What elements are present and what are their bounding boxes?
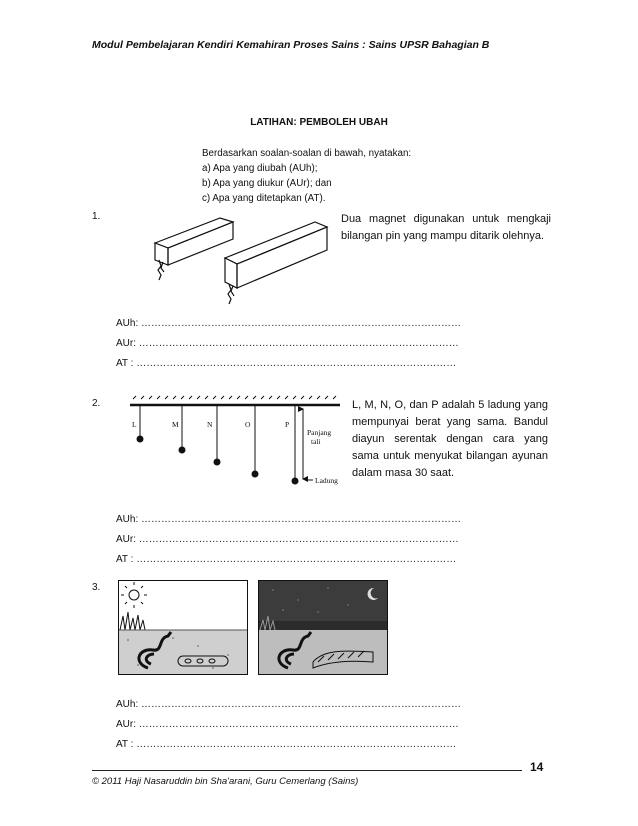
pendulum-bob (214, 459, 221, 466)
copyright-notice: © 2011 Haji Nasaruddin bin Sha'arani, Guru Cemerlang (Sains) (92, 776, 359, 787)
length-label-1: Panjang (307, 428, 332, 437)
question-2-number: 2. (92, 398, 101, 409)
pendulum-figure (125, 395, 345, 495)
question-2-answers (116, 510, 461, 570)
instruction-line: Berdasarkan soalan-soalan di bawah, nyatakan: (202, 148, 412, 159)
instructions (202, 146, 411, 206)
answer-line-at[interactable]: AT : …………………………………………………………………………………… (116, 739, 457, 750)
question-1-answers (116, 314, 461, 374)
pendulum-label-o: O (245, 420, 251, 429)
pendulum-label-n: N (207, 420, 213, 429)
instruction-line: c) Apa yang ditetapkan (AT). (202, 193, 326, 204)
answer-line-auh[interactable]: AUh: …………………………………………………………………………………… (116, 699, 462, 710)
question-2-text: L, M, N, O, dan P adalah 5 ladung yang mempunyai berat yang sama. Bandul diayun serentak dengan cara yang sama untuk menyukat bilangan ayunan dalam masa 30 saat. (352, 399, 548, 479)
page-title: LATIHAN: PEMBOLEH UBAH (250, 117, 388, 128)
pendulum-label-p: P (285, 420, 290, 429)
bob-label: Ladung (315, 476, 338, 485)
answer-line-aur[interactable]: AUr: …………………………………………………………………………………… (116, 719, 459, 730)
pendulum-bob (252, 471, 259, 478)
answer-line-aur[interactable]: AUr: …………………………………………………………………………………… (116, 338, 459, 349)
page-number: 14 (530, 760, 544, 774)
pendulum-label-l: L (132, 420, 137, 429)
length-label-2: tali (311, 437, 321, 446)
day-scene-figure (118, 580, 248, 675)
question-3-number: 3. (92, 582, 101, 593)
pendulum-bob (179, 447, 186, 454)
answer-line-at[interactable]: AT : …………………………………………………………………………………… (116, 554, 457, 565)
pendulum-label-m: M (172, 420, 179, 429)
question-1-text: Dua magnet digunakan untuk mengkaji bilangan pin yang mampu ditarik olehnya. (341, 213, 551, 242)
answer-line-at[interactable]: AT : …………………………………………………………………………………… (116, 358, 457, 369)
instruction-line: b) Apa yang diukur (AUr); dan (202, 178, 332, 189)
pendulum-bob (137, 436, 144, 443)
footer-rule (92, 770, 522, 771)
magnets-figure (145, 210, 330, 310)
page-header: Modul Pembelajaran Kendiri Kemahiran Proses Sains : Sains UPSR Bahagian B (92, 39, 490, 51)
answer-line-aur[interactable]: AUr: …………………………………………………………………………………… (116, 534, 459, 545)
night-scene-figure (258, 580, 388, 675)
answer-line-auh[interactable]: AUh: …………………………………………………………………………………… (116, 318, 462, 329)
pendulum-bob (292, 478, 299, 485)
instruction-line: a) Apa yang diubah (AUh); (202, 163, 318, 174)
question-3-answers (116, 695, 461, 755)
answer-line-auh[interactable]: AUh: …………………………………………………………………………………… (116, 514, 462, 525)
question-1-number: 1. (92, 211, 101, 222)
